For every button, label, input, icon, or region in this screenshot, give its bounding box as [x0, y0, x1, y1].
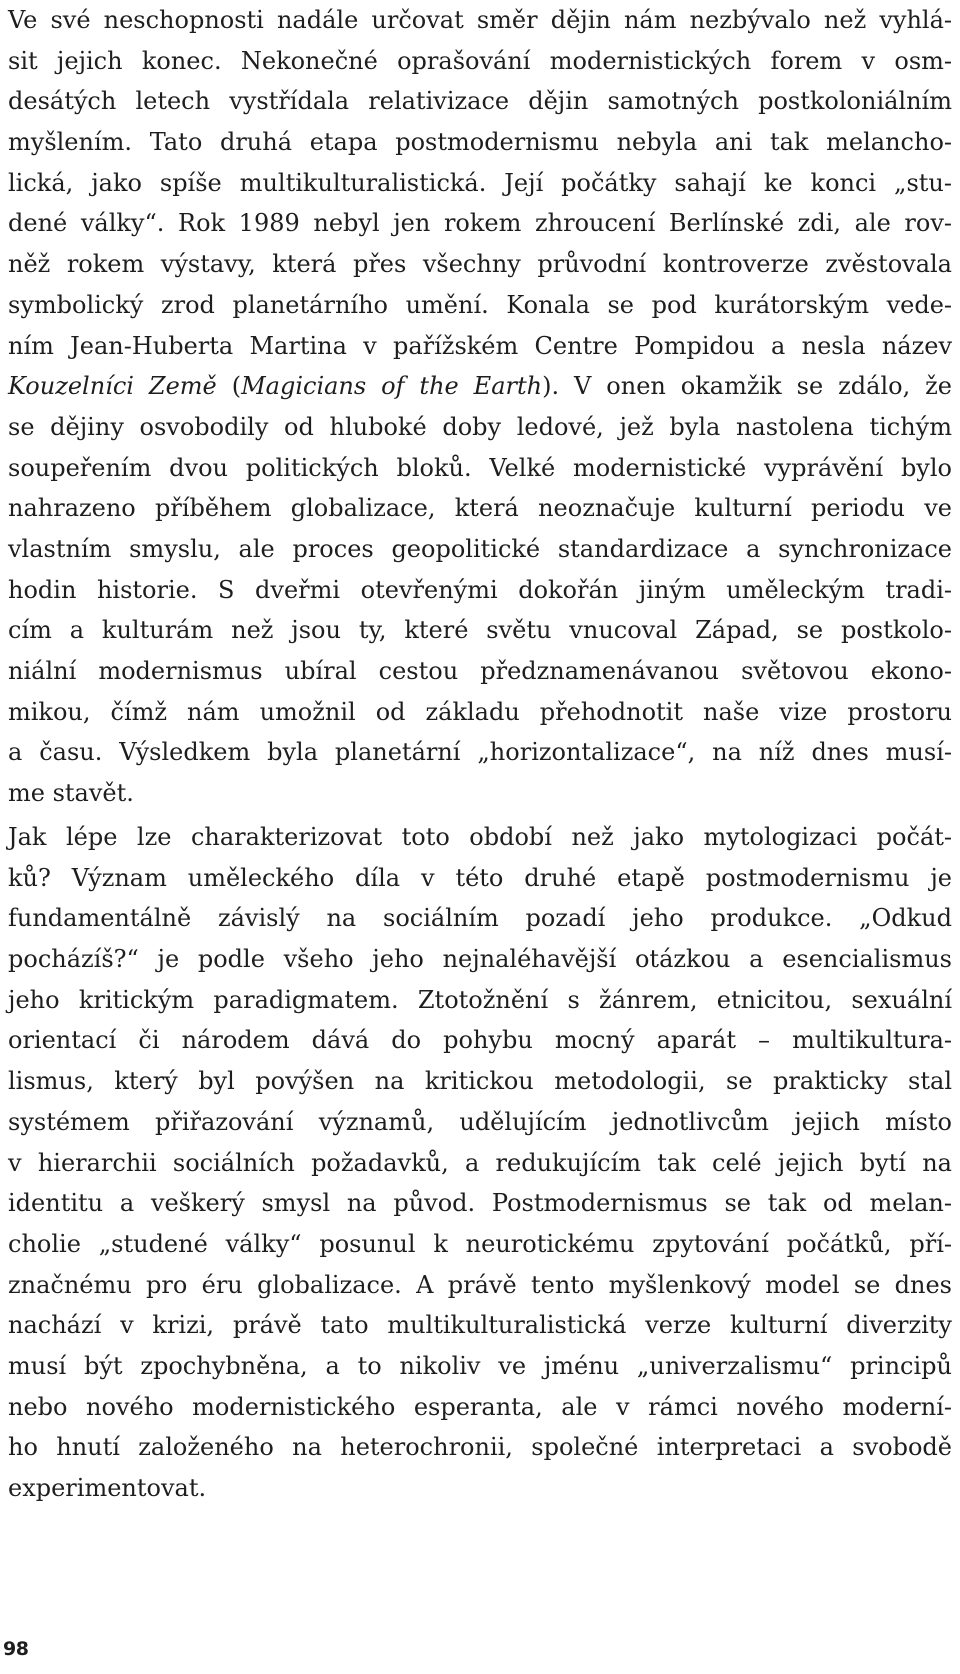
text-line: lická, jako spíše multikulturalistická. Její počátky sahají ke konci „stu-	[8, 168, 952, 197]
text-line: ním Jean-Huberta Martina v pařížském Centre Pompidou a nesla název	[8, 331, 952, 360]
text-line: značnému pro éru globalizace. A právě tento myšlenkový model se dnes	[8, 1270, 952, 1299]
text-line: nahrazeno příběhem globalizace, která neoznačuje kulturní periodu ve	[8, 494, 952, 523]
text-line: orientací či národem dává do pohybu mocný aparát – multikultura-	[8, 1026, 952, 1055]
text-line: myšlením. Tato druhá etapa postmodernismu nebyla ani tak melancho-	[8, 128, 952, 157]
text-line: experimentovat.	[8, 1474, 207, 1502]
text-line: se dějiny osvobodily od hluboké doby ledové, jež byla nastolena tichým	[8, 412, 952, 441]
text-line: niální modernismus ubíral cestou předznamenávanou světovou ekono-	[8, 657, 952, 685]
text-line: ho hnutí založeného na heterochronii, společné interpretaci a svobodě	[8, 1433, 952, 1462]
text-line: nebo nového modernistického esperanta, ale v rámci nového moderní-	[8, 1392, 952, 1421]
text-line: sit jejich konec. Nekonečné oprašování modernistických forem v osm-	[8, 46, 952, 75]
text-line: Jak lépe lze charakterizovat toto období než jako mytologizaci počát-	[8, 823, 952, 851]
text-line: v hierarchii sociálních požadavků, a redukujícím tak celé jejich bytí na	[8, 1148, 952, 1177]
text-segment: (	[216, 372, 242, 401]
text-line: a času. Výsledkem byla planetární „horizontalizace“, na níž dnes musí-	[8, 738, 952, 767]
text-line: mikou, čímž nám umožnil od základu přehodnotit naše vize prostoru	[8, 697, 952, 726]
text-line: systémem přiřazování významů, udělujícím jednotlivcům jejich místo	[8, 1107, 952, 1136]
text-line: nachází v krizi, právě tato multikulturalistická verze kulturní diverzity	[8, 1311, 952, 1340]
text-line: pocházíš?“ je podle všeho jeho nejnaléhavější otázkou a esencialismus	[8, 945, 952, 974]
text-line: vlastním smyslu, ale proces geopolitické standardizace a synchronizace	[8, 534, 952, 563]
text-line: lismus, který byl povýšen na kritickou metodologii, se prakticky stal	[8, 1067, 952, 1096]
italic-title: Magicians of the Earth	[241, 372, 543, 401]
text-line: dené války“. Rok 1989 nebyl jen rokem zhroucení Berlínské zdi, ale rov-	[8, 209, 952, 238]
text-line: jeho kritickým paradigmatem. Ztotožnění s žánrem, etnicitou, sexuální	[8, 985, 952, 1014]
text-line: desátých letech vystřídala relativizace dějin samotných postkoloniálním	[8, 87, 952, 116]
text-line: identitu a veškerý smysl na původ. Postmodernismus se tak od melan-	[8, 1189, 952, 1218]
text-line: fundamentálně závislý na sociálním pozadí jeho produkce. „Odkud	[8, 904, 952, 933]
text-line: musí být zpochybněna, a to nikoliv ve jménu „univerzalismu“ principů	[8, 1351, 952, 1380]
text-line: Ve své neschopnosti nadále určovat směr dějin nám nezbývalo než vyhlá-	[8, 6, 952, 34]
text-segment: ). V onen okamžik se zdálo, že	[542, 372, 953, 401]
text-line	[8, 366, 952, 407]
text-line: ků? Význam uměleckého díla v této druhé etapě postmodernismu je	[8, 863, 952, 892]
text-line: symbolický zrod planetárního umění. Konala se pod kurátorským vede-	[8, 290, 952, 319]
italic-title: Kouzelníci Země	[8, 372, 217, 401]
text-line: něž rokem výstavy, která přes všechny průvodní kontroverze zvěstovala	[8, 250, 952, 279]
text-line: hodin historie. S dveřmi otevřenými dokořán jiným uměleckým tradi-	[8, 575, 952, 604]
paragraph-2	[8, 817, 952, 1509]
text-line: me stavět.	[8, 779, 134, 808]
text-line: cím a kulturám než jsou ty, které světu vnucoval Západ, se postkolo-	[8, 616, 952, 645]
page-number: 98	[3, 1638, 29, 1660]
text-line: cholie „studené války“ posunul k neurotickému zpytování počátků, pří-	[8, 1229, 952, 1258]
paragraph-1	[8, 0, 952, 814]
text-line: soupeřením dvou politických bloků. Velké modernistické vyprávění bylo	[8, 453, 952, 482]
